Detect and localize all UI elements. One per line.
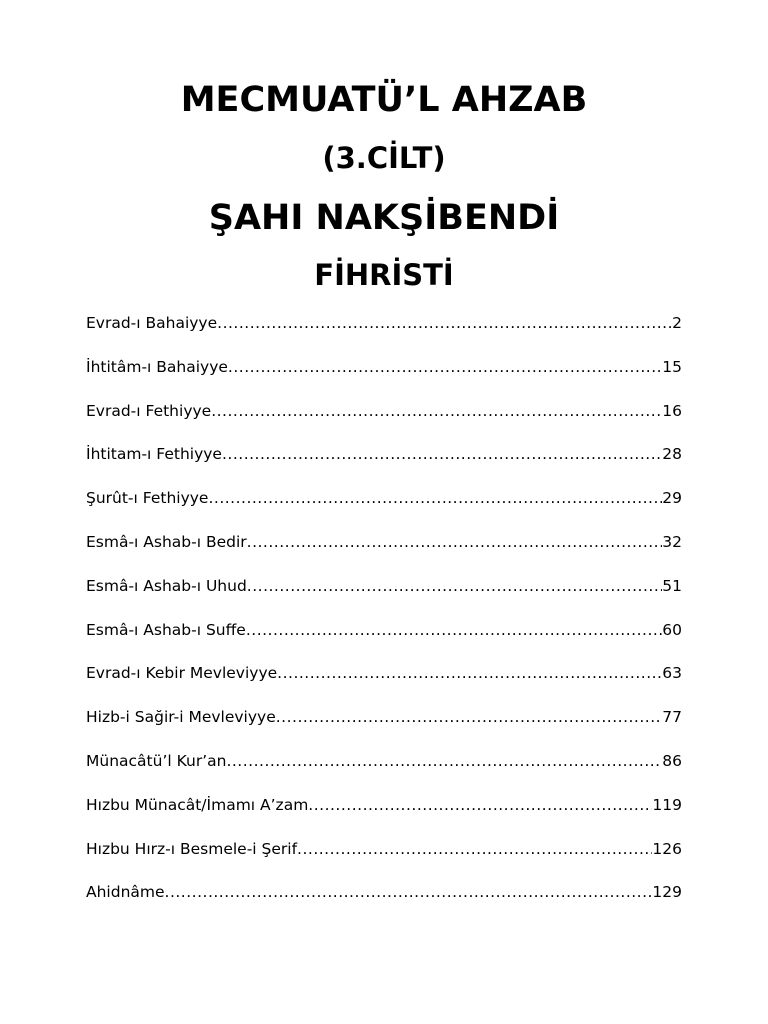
- toc-leader-dots: [277, 664, 662, 682]
- toc-leader-dots: [246, 621, 662, 639]
- toc-entry: [86, 358, 682, 402]
- toc-entry-label: Ahidnâme: [86, 883, 165, 902]
- toc-entry-label: İhtitam-ı Fethiyye: [86, 445, 222, 464]
- toc-entry: [86, 796, 682, 840]
- toc-entry: [86, 489, 682, 533]
- toc-entry-label: Şurût-ı Fethiyye: [86, 489, 209, 508]
- toc-entry: [86, 577, 682, 621]
- toc-entry-page: 129: [652, 883, 682, 902]
- toc-leader-dots: [226, 752, 662, 770]
- toc-entry-label: Evrad-ı Bahaiyye: [86, 314, 218, 332]
- toc-entry-page: 126: [652, 839, 682, 858]
- toc-leader-dots: [297, 840, 652, 858]
- toc-leader-dots: [247, 533, 663, 551]
- toc-entry-label: Hizb-i Sağir-i Mevleviyye: [86, 708, 276, 727]
- toc-leader-dots: [208, 489, 662, 507]
- toc-entry: [86, 883, 682, 927]
- toc-entry-label: İhtitâm-ı Bahaiyye: [86, 357, 228, 376]
- toc-entry: [86, 840, 682, 884]
- toc-leader-dots: [308, 796, 652, 814]
- toc-leader-dots: [165, 883, 653, 901]
- document-title: MECMUATÜ’L AHZAB: [180, 80, 588, 120]
- toc-entry-label: Esmâ-ı Ashab-ı Suffe: [86, 620, 246, 639]
- toc-entry-label: Hızbu Hırz-ı Besmele-i Şerif: [86, 839, 298, 858]
- table-of-contents: [86, 314, 682, 927]
- document-subtitle: ŞAHI NAKŞİBENDİ: [208, 198, 560, 238]
- toc-leader-dots: [211, 402, 662, 420]
- toc-entry-label: Münacâtü’l Kur’an: [86, 751, 227, 770]
- volume-label: (3.CİLT): [322, 141, 446, 175]
- toc-leader-dots: [228, 358, 662, 376]
- toc-entry: [86, 533, 682, 577]
- section-heading: FİHRİSTİ: [314, 258, 454, 292]
- toc-entry-page: 77: [662, 708, 682, 727]
- toc-entry-page: 16: [662, 401, 682, 420]
- toc-entry: [86, 402, 682, 446]
- toc-entry: [86, 445, 682, 489]
- toc-entry-page: 63: [662, 664, 682, 683]
- toc-entry: [86, 708, 682, 752]
- toc-entry-label: Evrad-ı Kebir Mevleviyye: [86, 664, 278, 683]
- toc-leader-dots: [217, 314, 672, 332]
- toc-leader-dots: [276, 708, 663, 726]
- toc-entry-page: 28: [662, 445, 682, 464]
- toc-entry-page: 15: [662, 357, 682, 376]
- toc-entry: [86, 314, 682, 358]
- toc-entry-label: Esmâ-ı Ashab-ı Uhud: [86, 576, 247, 595]
- toc-entry-page: 51: [662, 576, 682, 595]
- toc-entry-page: 29: [662, 489, 682, 508]
- toc-leader-dots: [247, 577, 662, 595]
- toc-entry-page: 2: [672, 314, 682, 332]
- toc-entry-page: 60: [662, 620, 682, 639]
- toc-leader-dots: [222, 445, 662, 463]
- toc-entry-page: 119: [652, 795, 682, 814]
- toc-entry: [86, 621, 682, 665]
- toc-entry-page: 32: [662, 532, 682, 551]
- toc-entry-page: 86: [662, 751, 682, 770]
- toc-entry-label: Hızbu Münacât/İmamı A’zam: [86, 795, 309, 814]
- toc-entry: [86, 752, 682, 796]
- toc-entry-label: Evrad-ı Fethiyye: [86, 401, 212, 420]
- toc-entry-label: Esmâ-ı Ashab-ı Bedir: [86, 532, 247, 551]
- toc-entry: [86, 664, 682, 708]
